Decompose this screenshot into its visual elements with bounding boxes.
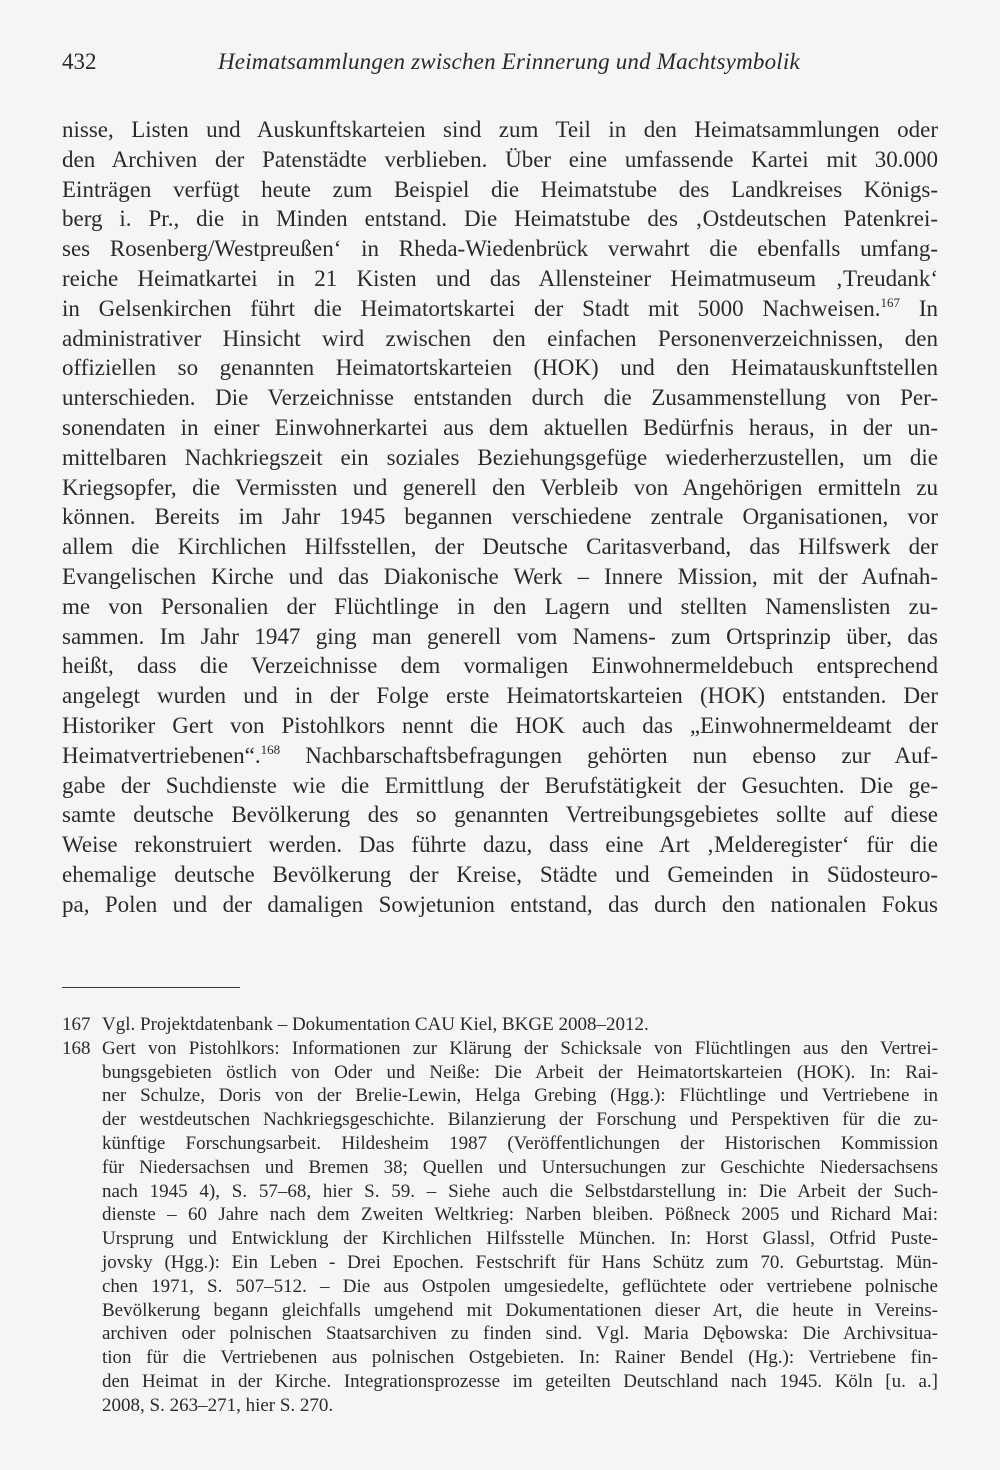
body-line-text: angelegt wurden und in der Folge erste Heimatortskarteien (HOK) entstanden. Der [62,683,938,709]
body-line-text: den Archiven der Patenstädte verblieben. Über eine umfassende Kartei mit 30.000 [62,146,938,172]
body-line [62,771,938,801]
footnote-line: den Heimat in der Kirche. Integrationsprozesse im geteilten Deutschland nach 1945. Köln [u. a.] [102,1370,938,1392]
footnote-number: 168 [62,1037,91,1059]
body-line-text: samte deutsche Bevölkerung des so genannten Vertreibungsgebietes sollte auf diese [62,802,938,828]
footnotes [62,1013,938,1418]
body-line-text: offiziellen so genannten Heimatortskarteien (HOK) und den Heimatauskunftstellen [62,355,938,381]
body-line-text: pa, Polen und der damaligen Sowjetunion entstand, das durch den nationalen Fokus [62,891,938,917]
body-line-text: nisse, Listen und Auskunftskarteien sind zum Teil in den Heimatsammlungen oder [62,117,938,142]
body-line-text: reiche Heimatkartei in 21 Kisten und das Allensteiner Heimatmuseum ‚Treudank‘ [62,265,938,291]
body-line-text: können. Bereits im Jahr 1945 begannen verschiedene zentrale Organisationen, vor [62,504,938,530]
page-number: 432 [62,49,97,74]
body-line-text: Evangelischen Kirche und das Diakonische Werk – Innere Mission, mit der Aufnah- [62,563,938,589]
body-line [62,264,938,294]
body-line [62,294,938,324]
body-line [62,711,938,741]
body-line [62,800,938,830]
body-line [62,532,938,562]
footnote-line: chen 1971, S. 507–512. – Die aus Ostpolen umgesiedelte, geflüchtete oder vertriebene polnische [102,1275,938,1297]
footnote-line: Vgl. Projektdatenbank – Dokumentation CAU Kiel, BKGE 2008–2012. [102,1014,649,1035]
body-line [62,622,938,652]
body-line-text: gabe der Suchdienste wie die Ermittlung der Berufstätigkeit der Gesuchten. Die ge- [62,772,938,798]
body-line [62,353,938,383]
footnote-rule [62,987,240,988]
body-line [62,830,938,860]
body-line-text: heißt, dass die Verzeichnisse dem vormaligen Einwohnermeldebuch entsprechend [62,653,938,679]
footnote-line: Bevölkerung begann gleichfalls umgehend mit Dokumentationen dieser Art, die heute in Vereins- [102,1299,938,1321]
body-line [62,741,938,771]
footnote-line: für Niedersachsen und Bremen 38; Quellen und Untersuchungen zur Geschichte Niedersachsens [102,1156,938,1178]
footnote-line: der westdeutschen Nachkriegsgeschichte. Bilanzierung der Forschung und Perspektiven für die zu- [102,1109,938,1131]
body-line-text: berg i. Pr., die in Minden entstand. Die Heimatstube des ‚Ostdeutschen Patenkrei- [62,206,938,232]
body-line [62,145,938,175]
body-line-text: Weise rekonstruiert werden. Das führte dazu, dass eine Art ‚Melderegister‘ für die [62,832,938,858]
footnote [62,1013,938,1037]
footnote-line: nach 1945 4), S. 57–68, hier S. 59. – Siehe auch die Selbstdarstellung in: Die Arbeit der Such- [102,1180,938,1202]
body-line [62,473,938,503]
body-line-text: Einträgen verfügt heute zum Beispiel die Heimatstube des Landkreises Königs- [62,176,938,202]
body-line [62,115,938,145]
body-line-text: me von Personalien der Flüchtlinge in den Lagern und stellten Namenslisten zu- [62,593,938,619]
body-line [62,324,938,354]
footnote-line: archiven oder polnischen Staatsarchiven zu finden sind. Vgl. Maria Dębowska: Die Archivsitua- [102,1323,938,1345]
body-line [62,234,938,264]
body-line-text: sammen. Im Jahr 1947 ging man generell vom Namens- zum Ortsprinzip über, das [62,623,938,649]
footnote-line: Gert von Pistohlkors: Informationen zur Klärung der Schicksale von Flüchtlingen aus den Vertrei- [102,1037,938,1059]
footnote-line: künftige Forschungsarbeit. Hildesheim 1987 (Veröffentlichungen der Historischen Kommission [102,1132,938,1154]
footnote-number: 167 [62,1014,91,1035]
body-line-text: Historiker Gert von Pistohlkors nennt die HOK auch das „Einwohnermeldeamt der [62,712,938,738]
body-line-text: Heimatvertriebenen“. [62,742,261,768]
body-line [62,860,938,890]
body-line [62,175,938,205]
body-line-text: ses Rosenberg/Westpreußen‘ in Rheda-Wiedenbrück verwahrt die ebenfalls umfang- [62,236,938,262]
footnote-ref: 168 [260,741,281,757]
footnote [62,1037,938,1418]
body-line [62,651,938,681]
body-line-text: administrativer Hinsicht wird zwischen den einfachen Personenverzeichnissen, den [62,325,938,351]
body-line [62,562,938,592]
body-line [62,443,938,473]
footnote-line: bungsgebieten östlich von Oder und Neiße: Die Arbeit der Heimatortskarteien (HOK). In: Rai- [102,1061,938,1083]
body-line [62,681,938,711]
body-line-text: unterschieden. Die Verzeichnisse entstanden durch die Zusammenstellung von Per- [62,385,938,411]
footnote-line: Ursprung und Entwicklung der Kirchlichen Hilfsstelle München. In: Horst Glassl, Otfrid Puste- [102,1228,938,1250]
body-line-text: mittelbaren Nachkriegszeit ein soziales Beziehungsgefüge wiederherzustellen, um die [62,444,938,470]
body-line [62,204,938,234]
body-line-text: ehemalige deutsche Bevölkerung der Kreise, Städte und Gemeinden in Südosteuro- [62,861,938,887]
body-text [62,115,938,920]
footnote-line: jovsky (Hgg.): Ein Leben - Drei Epochen. Festschrift für Hans Schütz zum 70. Geburtstag. Mün- [102,1251,938,1273]
running-head [62,46,938,78]
body-line [62,383,938,413]
running-title: Heimatsammlungen zwischen Erinnerung und Machtsymbolik [218,49,800,74]
body-line [62,592,938,622]
body-line [62,502,938,532]
footnote-ref: 167 [880,294,901,310]
body-line-text: Nachbarschaftsbefragungen gehörten nun ebenso zur Auf- [280,742,938,768]
body-line-text: In [900,295,938,321]
body-line [62,413,938,443]
body-line [62,890,938,920]
footnote-line: 2008, S. 263–271, hier S. 270. [102,1394,334,1416]
footnote-line: tion für die Vertriebenen aus polnischen Ostgebieten. In: Rainer Bendel (Hg.): Vertriebene fin- [102,1347,938,1369]
body-line-text: in Gelsenkirchen führt die Heimatortskartei der Stadt mit 5000 Nachweisen. [62,295,881,321]
footnote-line: ner Schulze, Doris von der Brelie-Lewin, Helga Grebing (Hgg.): Flüchtlinge und Vertriebene in [102,1085,938,1107]
body-line-text: allem die Kirchlichen Hilfsstellen, der Deutsche Caritasverband, das Hilfswerk der [62,534,938,560]
body-line-text: sonendaten in einer Einwohnerkartei aus dem aktuellen Bedürfnis heraus, in der un- [62,414,938,440]
body-line-text: Kriegsopfer, die Vermissten und generell den Verbleib von Angehörigen ermitteln zu [62,474,938,500]
footnote-line: dienste – 60 Jahre nach dem Zweiten Weltkrieg: Narben bleiben. Pößneck 2005 und Richard Mai: [102,1204,938,1226]
